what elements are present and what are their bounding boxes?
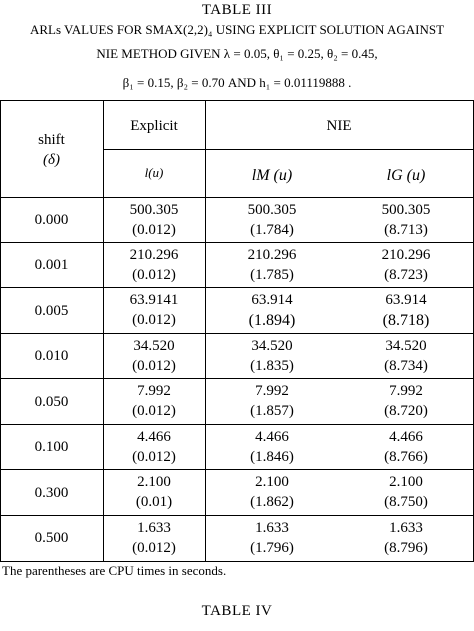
row-divider (0, 333, 474, 334)
lg-arl: 1.633 (389, 520, 423, 536)
header-l-u: l(u) (144, 165, 164, 180)
header-nie: NIE (326, 118, 352, 134)
explicit-arl: 210.296 (129, 247, 179, 263)
lg-arl: 34.520 (385, 338, 427, 354)
caption-line-3: β₁ = 0.15, β₂ = 0.70 AND h₁ = 0.01119888 . (122, 75, 352, 90)
lm-arl: 34.520 (251, 338, 293, 354)
lm-cpu: (1.894) (248, 312, 296, 329)
explicit-cpu: (0.012) (132, 267, 176, 283)
lm-arl: 500.305 (247, 202, 297, 218)
explicit-arl: 7.992 (137, 383, 171, 399)
explicit-arl: 1.633 (137, 520, 171, 536)
explicit-cpu: (0.012) (132, 540, 176, 556)
row-shift: 0.500 (34, 530, 69, 546)
explicit-cpu: (0.012) (132, 403, 176, 419)
explicit-cpu: (0.012) (132, 222, 176, 238)
row-shift: 0.010 (34, 348, 69, 364)
lm-cpu: (1.846) (250, 449, 294, 465)
row-shift: 0.050 (34, 394, 69, 410)
explicit-arl: 34.520 (133, 338, 175, 354)
header-bottom-rule (0, 197, 474, 198)
header-shift: shift (38, 132, 65, 148)
table-title: TABLE III (201, 2, 273, 18)
explicit-cpu: (0.01) (135, 494, 173, 510)
row-divider (0, 378, 474, 379)
lg-arl: 4.466 (389, 429, 423, 445)
lg-cpu: (8.718) (382, 312, 430, 329)
lg-arl: 7.992 (389, 383, 423, 399)
explicit-arl: 4.466 (137, 429, 171, 445)
row-divider (0, 242, 474, 243)
row-shift: 0.001 (34, 257, 69, 273)
lm-cpu: (1.862) (250, 494, 294, 510)
lg-arl: 63.914 (385, 292, 427, 308)
explicit-arl: 500.305 (129, 202, 179, 218)
lm-cpu: (1.785) (250, 267, 294, 283)
row-divider (0, 287, 474, 288)
row-shift: 0.005 (34, 303, 69, 319)
next-table-title: TABLE IV (201, 603, 273, 619)
lg-arl: 2.100 (389, 474, 423, 490)
row-shift: 0.300 (34, 485, 69, 501)
arl-table (0, 100, 474, 561)
lm-arl: 4.466 (255, 429, 289, 445)
explicit-cpu: (0.012) (132, 449, 176, 465)
lg-arl: 210.296 (381, 247, 431, 263)
table-bottom-rule (0, 561, 474, 562)
lg-arl: 500.305 (381, 202, 431, 218)
row-shift: 0.100 (34, 439, 69, 455)
table-footnote: The parentheses are CPU times in seconds. (2, 563, 227, 578)
lm-cpu: (1.857) (250, 403, 294, 419)
explicit-cpu: (0.012) (132, 358, 176, 374)
lg-cpu: (8.796) (384, 540, 428, 556)
lm-arl: 7.992 (255, 383, 289, 399)
header-shift-symbol: (δ) (43, 152, 60, 168)
header-mid-rule (103, 149, 474, 150)
lm-arl: 1.633 (255, 520, 289, 536)
row-divider (0, 469, 474, 470)
lm-cpu: (1.835) (250, 358, 294, 374)
lm-cpu: (1.796) (250, 540, 294, 556)
lm-arl: 63.914 (251, 292, 293, 308)
header-explicit: Explicit (130, 118, 178, 134)
header-lg-u: lG (u) (386, 167, 426, 184)
lm-arl: 210.296 (247, 247, 297, 263)
explicit-arl: 2.100 (137, 474, 171, 490)
header-lm-u: lM (u) (251, 167, 293, 184)
row-divider (0, 424, 474, 425)
lm-arl: 2.100 (255, 474, 289, 490)
caption-line-2: NIE METHOD GIVEN λ = 0.05, θ₁ = 0.25, θ₂ = 0.45, (96, 46, 378, 61)
lg-cpu: (8.713) (384, 222, 428, 238)
row-divider (0, 515, 474, 516)
lg-cpu: (8.750) (384, 494, 428, 510)
row-shift: 0.000 (34, 212, 69, 228)
explicit-cpu: (0.012) (132, 312, 176, 328)
explicit-arl: 63.9141 (129, 292, 179, 308)
lm-cpu: (1.784) (250, 222, 294, 238)
lg-cpu: (8.734) (384, 358, 428, 374)
table-top-rule (0, 100, 474, 101)
lg-cpu: (8.720) (384, 403, 428, 419)
lg-cpu: (8.766) (384, 449, 428, 465)
lg-cpu: (8.723) (384, 267, 428, 283)
caption-line-1: ARLs VALUES FOR SMAX(2,2)₄ USING EXPLICIT SOLUTION AGAINST (29, 22, 445, 37)
